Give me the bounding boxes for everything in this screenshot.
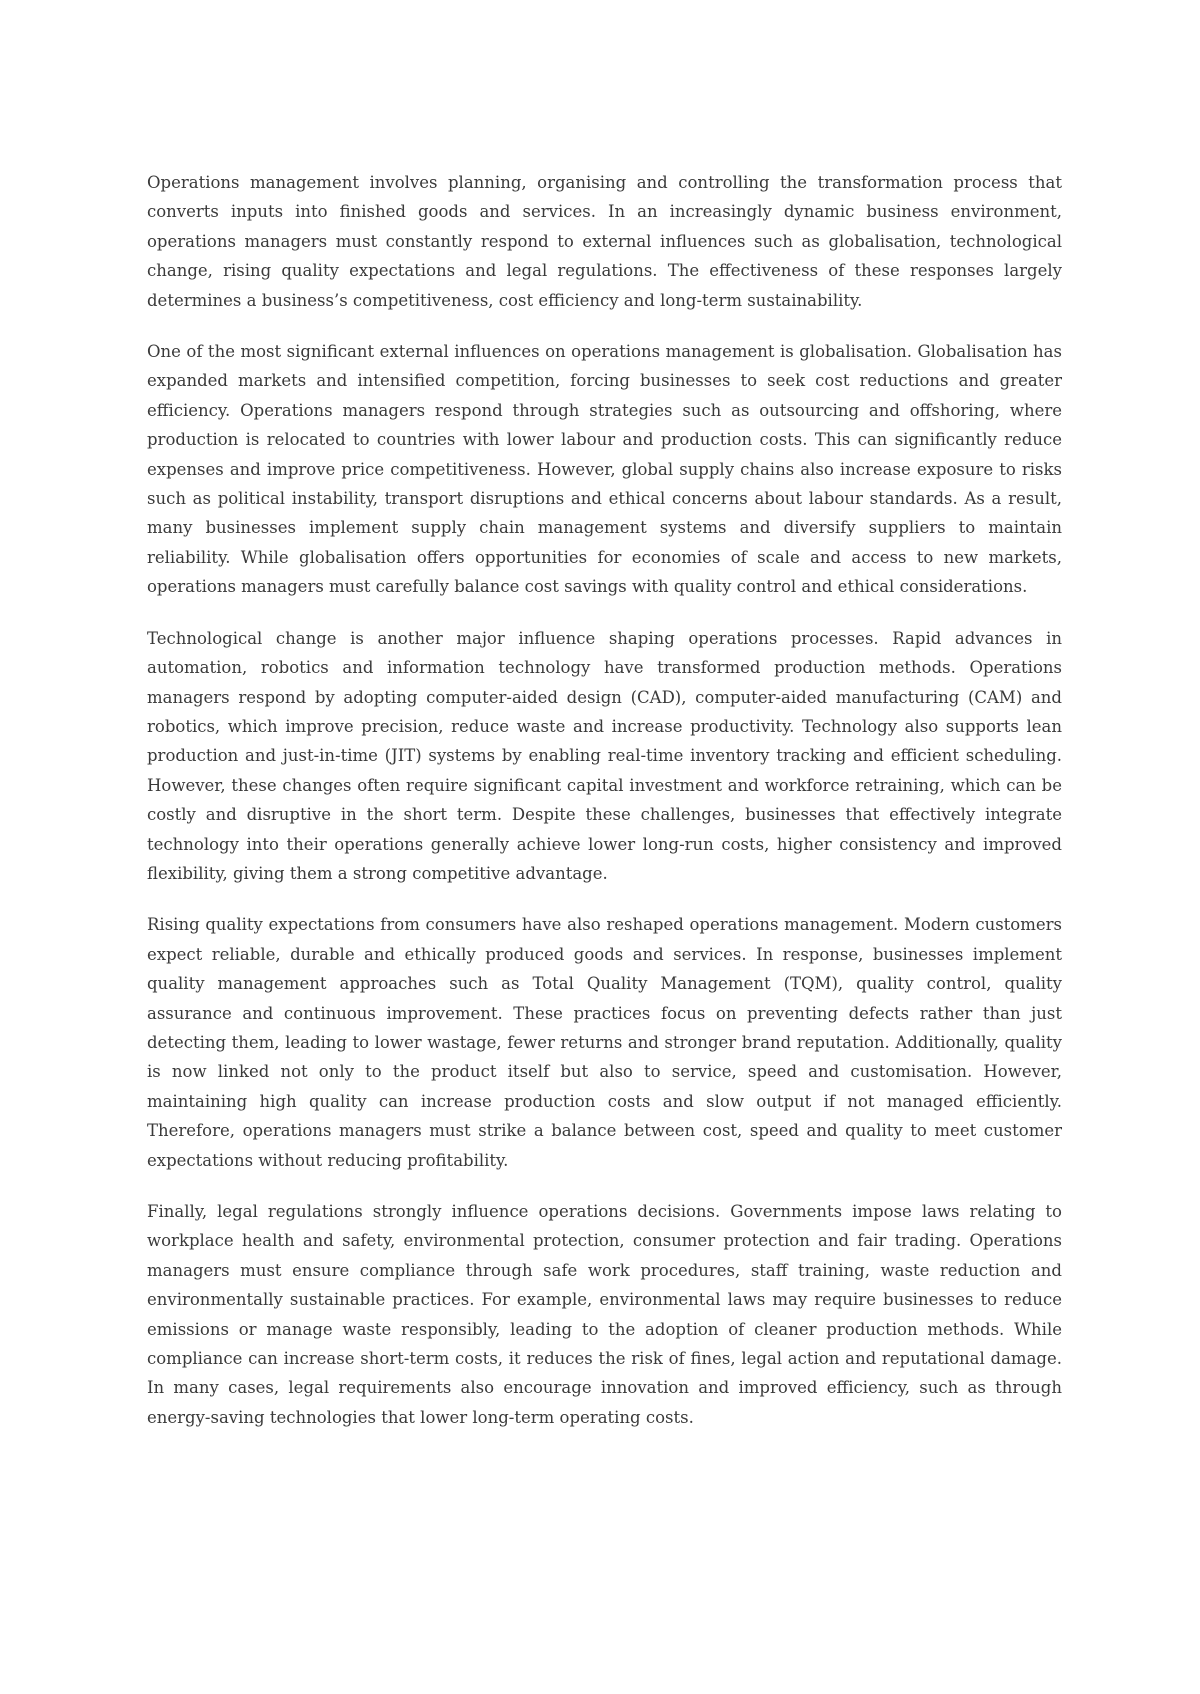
paragraph-legal-regulations: Finally, legal regulations strongly influence operations decisions. Governments impose laws relating to workplace health and safety, environmental protection, consumer protection and fair trading. Operations managers must ensure compliance through safe work procedures, staff training, waste reduction and environmentally sustainable practices. For example, environmental laws may require businesses to reduce emissions or manage waste responsibly, leading to the adoption of cleaner production methods. While compliance can increase short-term costs, it reduces the risk of fines, legal action and reputational damage. In many cases, legal requirements also encourage innovation and improved efficiency, such as through energy-saving technologies that lower long-term operating costs.: [147, 1202, 1062, 1427]
paragraph-globalisation: One of the most significant external influences on operations management is globalisation. Globalisation has expanded markets and intensified competition, forcing businesses to seek cost reductions and greater efficiency. Operations managers respond through strategies such as outsourcing and offshoring, where production is relocated to countries with lower labour and production costs. This can significantly reduce expenses and improve price competitiveness. However, global supply chains also increase exposure to risks such as political instability, transport disruptions and ethical concerns about labour standards. As a result, many businesses implement supply chain management systems and diversify suppliers to maintain reliability. While globalisation offers opportunities for economies of scale and access to new markets, operations managers must carefully balance cost savings with quality control and ethical considerations.: [147, 342, 1062, 597]
paragraph-quality-expectations: Rising quality expectations from consumers have also reshaped operations management. Modern customers expect reliable, durable and ethically produced goods and services. In response, businesses implement quality management approaches such as Total Quality Management (TQM), quality control, quality assurance and continuous improvement. These practices focus on preventing defects rather than just detecting them, leading to lower wastage, fewer returns and stronger brand reputation. Additionally, quality is now linked not only to the product itself but also to service, speed and customisation. However, maintaining high quality can increase production costs and slow output if not managed efficiently. Therefore, operations managers must strike a balance between cost, speed and quality to meet customer expectations without reducing profitability.: [147, 915, 1062, 1170]
document-body: [147, 168, 1062, 1432]
paragraph-introduction: Operations management involves planning, organising and controlling the transformation process that converts inputs into finished goods and services. In an increasingly dynamic business environment, operations managers must constantly respond to external influences such as globalisation, technological change, rising quality expectations and legal regulations. The effectiveness of these responses largely determines a business’s competitiveness, cost efficiency and long-term sustainability.: [147, 173, 1062, 310]
paragraph-technological-change: Technological change is another major influence shaping operations processes. Rapid advances in automation, robotics and information technology have transformed production methods. Operations managers respond by adopting computer-aided design (CAD), computer-aided manufacturing (CAM) and robotics, which improve precision, reduce waste and increase productivity. Technology also supports lean production and just-in-time (JIT) systems by enabling real-time inventory tracking and efficient scheduling. However, these changes often require significant capital investment and workforce retraining, which can be costly and disruptive in the short term. Despite these challenges, businesses that effectively integrate technology into their operations generally achieve lower long-run costs, higher consistency and improved flexibility, giving them a strong competitive advantage.: [147, 628, 1062, 883]
